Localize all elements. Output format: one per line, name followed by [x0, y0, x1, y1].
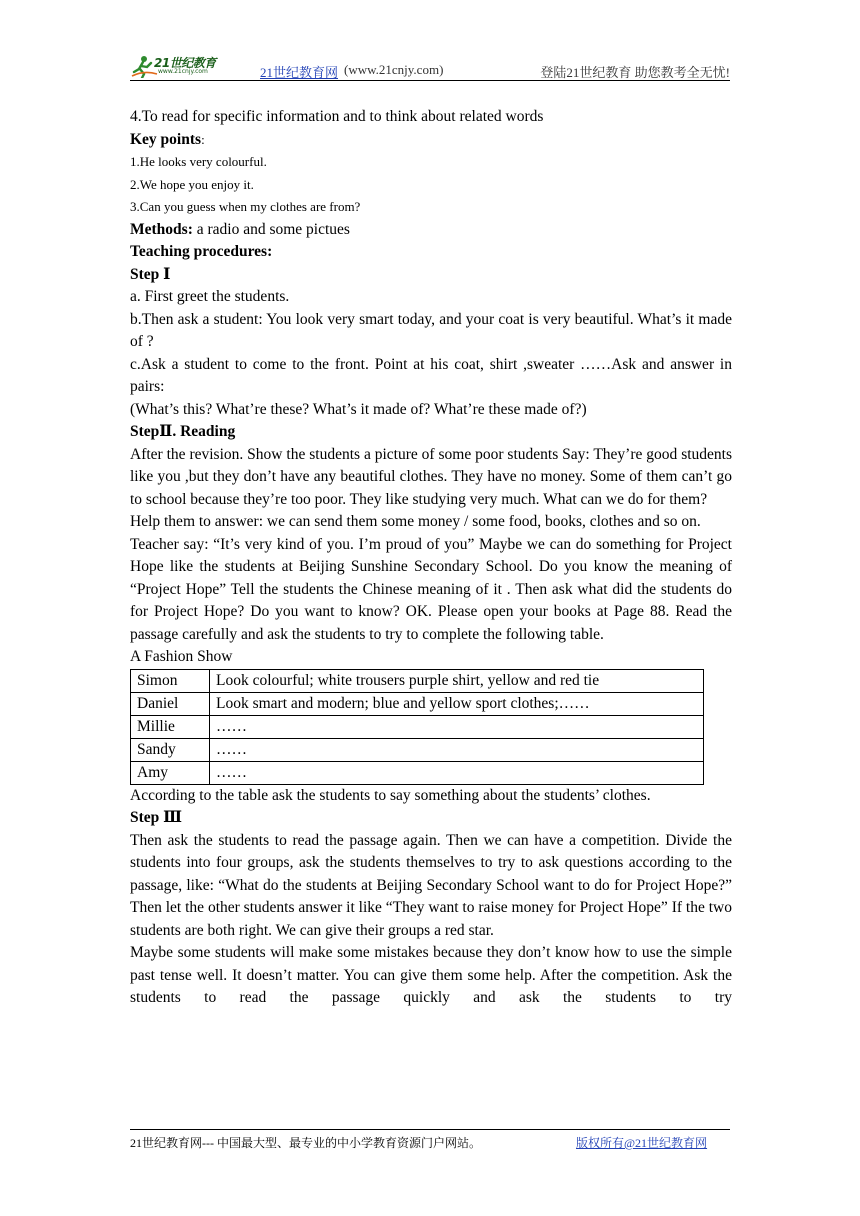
student-name: Daniel: [131, 692, 210, 715]
after-table-line: According to the table ask the students to say something about the students’ clothes.: [130, 786, 651, 804]
table-row: [131, 738, 704, 761]
clothes-description: Look smart and modern; blue and yellow sport clothes;……: [210, 692, 704, 715]
step-2-paragraph-2: Help them to answer: we can send them some money / some food, books, clothes and so on.: [130, 513, 701, 530]
step-2-heading: StepⅡ. Reading: [130, 423, 236, 440]
fashion-show-table: [130, 669, 704, 785]
site-url: (www.21cnjy.com): [344, 62, 444, 77]
methods-text: a radio and some pictues: [192, 220, 350, 238]
objective-line: 4.To read for specific information and to think about related words: [130, 108, 544, 125]
table-row: [131, 761, 704, 784]
clothes-description: ……: [210, 715, 704, 738]
step-2-paragraph-1: After the revision. Show the students a picture of some poor students Say: They’re good students like you ,but they don’t have any beautiful clothes. They have no money. Some of them can’t go to school because they’re too poor. They like studying very much. What can we do for them?: [130, 445, 732, 508]
table-row: [131, 692, 704, 715]
site-logo[interactable]: [130, 54, 240, 80]
key-point-1: 1.He looks very colourful.: [130, 154, 267, 169]
table-row: [131, 715, 704, 738]
key-points-label: Key points: [130, 130, 202, 148]
table-row: [131, 669, 704, 692]
student-name: Millie: [131, 715, 210, 738]
student-name: Sandy: [131, 738, 210, 761]
key-point-3: 3.Can you guess when my clothes are from?: [130, 199, 361, 214]
copyright-link[interactable]: 版权所有@21世纪教育网: [576, 1136, 708, 1150]
student-name: Amy: [131, 761, 210, 784]
page-footer: [130, 1129, 730, 1150]
logo-subtext: www.21cnjy.com: [158, 68, 208, 75]
site-link[interactable]: 21世纪教育网: [260, 65, 339, 80]
key-points-colon: :: [201, 131, 205, 147]
step-3-heading: Step Ⅲ: [130, 809, 183, 826]
key-point-2: 2.We hope you enjoy it.: [130, 176, 254, 192]
methods-label: Methods:: [130, 220, 193, 238]
step-1-a: a. First greet the students.: [130, 288, 290, 305]
step-1-d: (What’s this? What’re these? What’s it made of? What’re these made of?): [130, 400, 587, 418]
step-2-paragraph-3: Teacher say: “It’s very kind of you. I’m proud of you” Maybe we can do something for Project Hope like the students at Beijing Sunshine Secondary School. Do you know the meaning of “Project Hope” Tell the students the Chinese meaning of it . Then ask what did the students do for Project Hope? Do you want to know? OK. Please open your books at Page 88. Read the passage carefully and ask the students to try to complete the following table.: [130, 535, 732, 643]
methods-line: [130, 219, 732, 242]
header-slogan: 登陆21世纪教育 助您教考全无忧!: [540, 65, 730, 80]
key-points-heading: [130, 129, 732, 152]
student-name: Simon: [131, 669, 210, 692]
step-1-heading: Step Ⅰ: [130, 265, 171, 283]
logo-text: 21世纪教育: [154, 56, 216, 70]
step-3-paragraph-2: Maybe some students will make some mistakes because they don’t know how to use the simple past tense well. It doesn’t matter. You can give them some help. After the competition. Ask the students to read the passage quickly and ask the students to try: [130, 944, 732, 1006]
table-title: A Fashion Show: [130, 648, 233, 665]
clothes-description: ……: [210, 738, 704, 761]
clothes-description: ……: [210, 761, 704, 784]
step-1-b: b.Then ask a student: You look very smart today, and your coat is very beautiful. What’s it made of ?: [130, 310, 732, 350]
step-1-c: c.Ask a student to come to the front. Point at his coat, shirt ,sweater ……Ask and answer in pairs:: [130, 355, 732, 395]
clothes-description: Look colourful; white trousers purple shirt, yellow and red tie: [210, 669, 704, 692]
document-body: [130, 106, 732, 1010]
footer-text: 21世纪教育网--- 中国最大型、最专业的中小学教育资源门户网站。: [130, 1136, 481, 1150]
procedures-heading: Teaching procedures:: [130, 243, 273, 260]
page-header: [130, 56, 730, 81]
step-3-paragraph-1: Then ask the students to read the passage again. Then we can have a competition. Divide the students into four groups, ask the students themselves to try to ask questions according to the passage, like: “What do the students at Beijing Secondary School want to do for Project Hope?” Then let the other students answer it like “They want to raise money for Project Hope” If the two students are both right. We can give their groups a red star.: [130, 831, 732, 939]
